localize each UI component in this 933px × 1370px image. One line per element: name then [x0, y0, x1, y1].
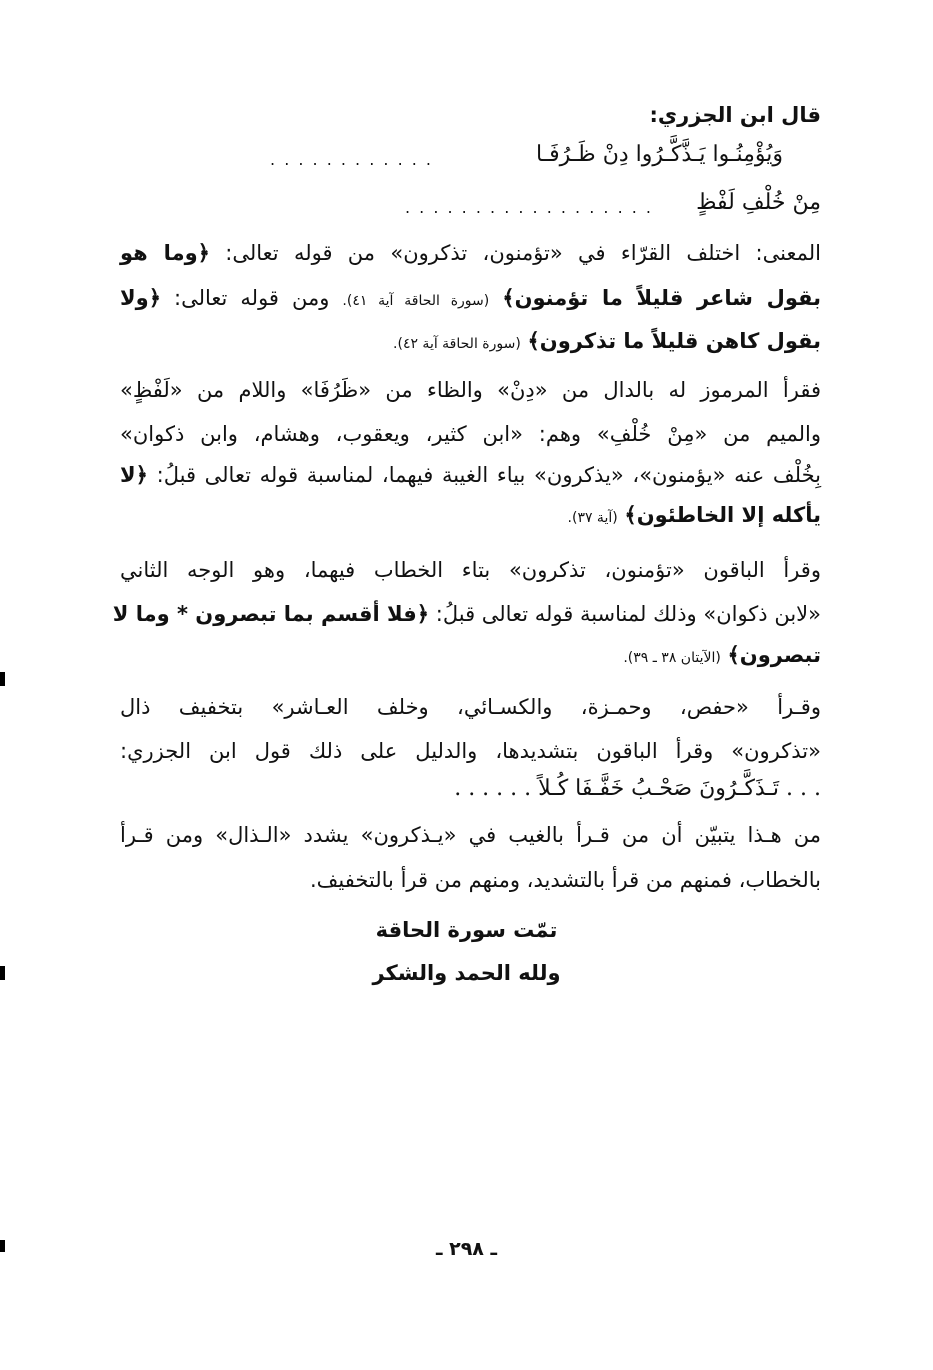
para3-line2-quran: ﴿فلا أقسم بما تبصرون * وما لا	[112, 602, 430, 626]
verse-line-1-dots: . . . . . . . . . . . .	[270, 150, 433, 169]
closing-line-1: تمّت سورة الحاقة	[375, 918, 558, 942]
para1-line2-text: ومن قوله تعالى:	[174, 286, 330, 310]
para4-verse: . . . تَـذَكَّـرُونَ صَحْـبُ خَفَّـفَا كُـلاً . . . . . .	[454, 776, 821, 801]
para4-line2: «تذكرون» وقرأ الباقون بتشديدها، والدليل على ذلك قول ابن الجزري:	[120, 739, 821, 763]
para1-line2-quran2: ﴿ولا	[120, 286, 161, 310]
closing-line-2: ولله الحمد والشكر	[372, 961, 561, 985]
para1-line2	[120, 283, 821, 316]
para2-line1: فقرأ المرموز له بالدال من «دِنْ» والظاء من «ظَرُفَا» واللام من «لَفْظٍ»	[120, 378, 821, 402]
verse-line-2-text: مِنْ خُلْفِ لَفْظٍ	[696, 190, 821, 215]
verse-line-2-dots: . . . . . . . . . . . . . . . . . .	[404, 198, 653, 217]
para2-line4-quran: يأكله إلا الخاطئون﴾	[624, 503, 821, 527]
para1-line1-text: المعنى: اختلف القرّاء في «تؤمنون، تذكرون» من قوله تعالى:	[225, 241, 821, 265]
para5-line1: من هـذا يتبيّن أن من قـرأ بالغيب في «يـذكرون» يشدد «الـذال» ومن قـرأ	[120, 823, 821, 847]
para3-line3-quran: تبصرون﴾	[727, 643, 821, 667]
para1-line2-quran: بقول شاعر قليلاً ما تؤمنون﴾	[502, 286, 821, 310]
para1-line1	[120, 238, 821, 268]
para2-line4-ref: (آية ٣٧).	[567, 510, 618, 526]
scan-edge-mark	[0, 1240, 5, 1252]
para5-line2: بالخطاب، فمنهم من قرأ بالتشديد، ومنهم من قرأ بالتخفيف.	[309, 868, 821, 892]
page-number: ـ ٢٩٨ ـ	[435, 1238, 497, 1260]
verse-line-1-text: وَيُؤْمِنُـوا يَـذَّكَّـرُوا دِنْ ظَـرُفَـا	[535, 142, 783, 167]
para1-line3-quran: بقول كاهن قليلاً ما تذكرون﴾	[527, 329, 821, 353]
para3-line3-ref: (الآيتان ٣٨ ـ ٣٩).	[623, 650, 721, 666]
para3-line1: وقرأ الباقون «تؤمنون، تذكرون» بتاء الخطاب فيهما، وهو الوجه الثاني	[120, 558, 821, 582]
para4-line1: وقـرأ «حفص، وحمـزة، والكسـائي، وخلف العـاشر» بتخفيف ذال	[120, 695, 821, 719]
para1-line2-ref: (سورة الحاقة آية ٤١).	[342, 293, 490, 309]
para1-line1-quran: ﴿وما هو	[120, 241, 210, 265]
para2-line3-quran: ﴿لا	[120, 463, 148, 487]
para3-line2-text: «لابن ذكوان» وذلك لمناسبة قوله تعالى قبلُ:	[435, 602, 821, 626]
para2-line3	[120, 460, 821, 490]
para1-line3	[120, 326, 821, 359]
scan-edge-mark	[0, 672, 5, 686]
para1-line3-ref: (سورة الحاقة آية ٤٢).	[393, 336, 521, 352]
para2-line2: والميم من «مِنْ خُلْفِ» وهم: «ابن كثير، ويعقوب، وهشام، وابن ذكوان»	[120, 422, 821, 446]
para3-line3	[120, 640, 821, 673]
para2-line4	[120, 500, 821, 533]
scan-edge-mark	[0, 966, 5, 980]
para3-line2	[112, 599, 821, 629]
para2-line3-text: بِخُلْف عنه «يؤمنون»، «يذكرون» بياء الغيبة فيهما، لمناسبة قوله تعالى قبلُ:	[156, 463, 821, 487]
section-heading: قال ابن الجزري:	[649, 103, 821, 127]
